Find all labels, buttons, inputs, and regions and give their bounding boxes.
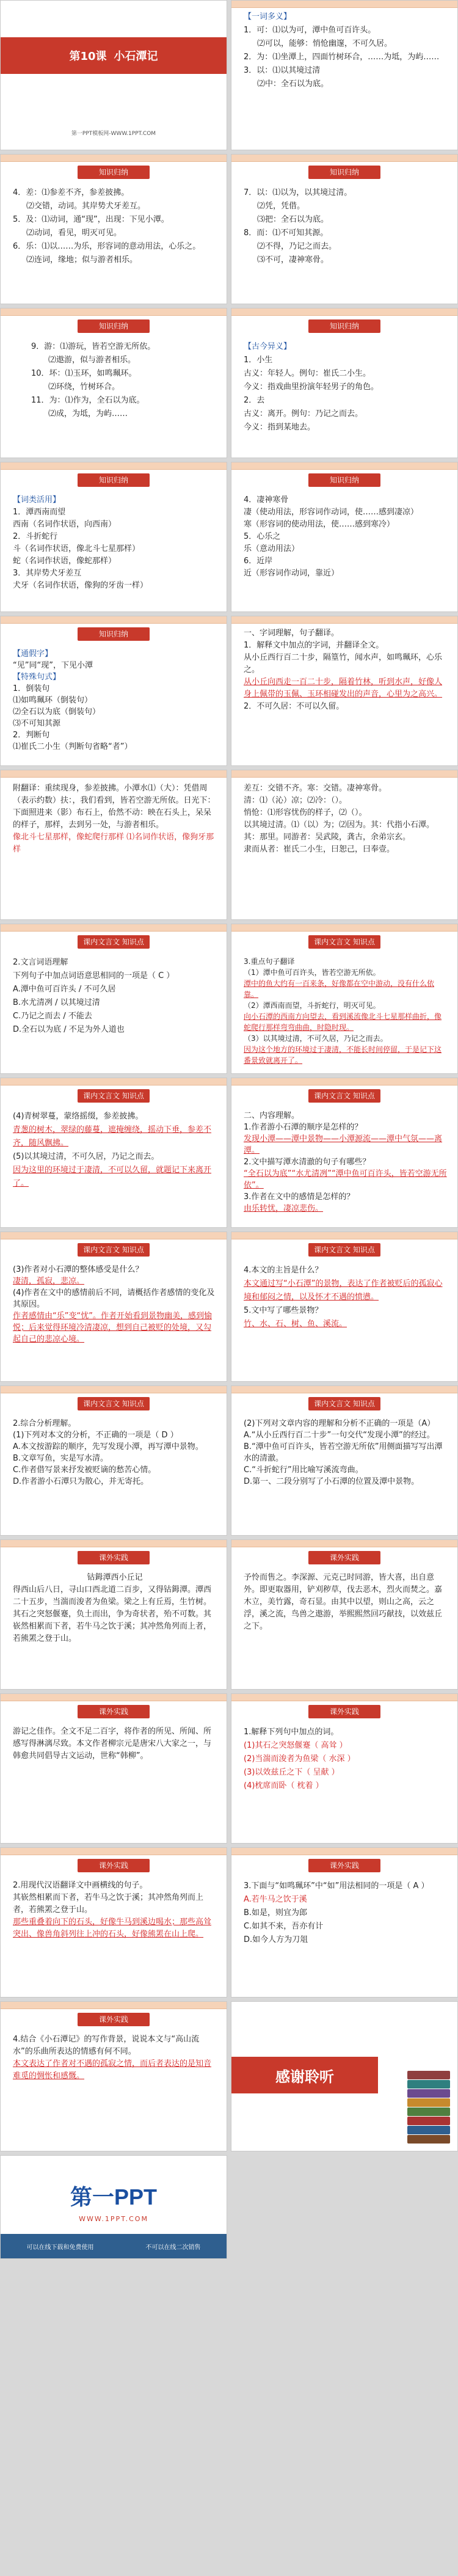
section-badge: 课外实践 <box>78 1705 150 1718</box>
slide-q3-feel <box>0 1231 227 1382</box>
option-b: B.文章写鱼，实是写水清。 <box>13 1454 109 1463</box>
text-line: 斗（名词作状语，像北斗七星那样） <box>13 544 140 553</box>
yici-body <box>231 8 457 97</box>
answer-text: 那些重叠着向下的石头，好像牛马到溪边喝水；那些高耸突出、像兽角斜列往上冲的石头，好像熊罴在山上爬。 <box>13 1917 212 1939</box>
section-title: 一、字词理解，句子翻译。 <box>244 629 340 638</box>
slide-body <box>1 778 227 862</box>
text-line: 二、内容理解。 <box>244 1111 300 1120</box>
text-line: 3.重点句子翻译 <box>244 957 295 966</box>
slide-body <box>231 492 457 586</box>
slide-q4 <box>0 1078 227 1228</box>
section-badge: 课内文言文 知识点 <box>78 935 150 949</box>
thanks-text: 感谢聆听 <box>275 2068 334 2085</box>
text-line: 4．凄神寒骨 <box>244 495 289 505</box>
top-band <box>1 308 227 316</box>
section-badge: 知识归纳 <box>78 627 150 641</box>
option-a: A.潭中鱼可百许头 / 不可久居 <box>13 985 116 994</box>
footer-logo: 第一PPT <box>70 2184 157 2209</box>
slide-body <box>1 1877 227 1947</box>
answer-text: 作者感情由“乐”变“忧”。作者开始看到景物幽美，感到愉悦；后来觉得环境冷清凄凉，想到自己被贬的处境，又勾起自己的悲凉心境。 <box>13 1312 212 1344</box>
slide-review-3 <box>0 2001 227 2151</box>
slide-ci-left-2 <box>0 308 227 458</box>
section-badge: 课外实践 <box>78 1859 150 1872</box>
slide-thanks <box>231 2001 458 2151</box>
text-line: ⑵不得，乃记之而去。 <box>257 242 337 251</box>
option-d: D.全石以为底 / 不足为外人道也 <box>13 1025 125 1034</box>
answer-text: (4)枕席而卧（ 枕着 ） <box>244 1781 324 1790</box>
text-line: ⑵凭，凭借。 <box>257 202 305 211</box>
text-line: 3．其岸势犬牙差互 <box>13 569 82 578</box>
text-line: ⑴崔氏二小生（判断句省略“者”） <box>13 742 133 751</box>
section-badge: 课外实践 <box>308 1705 380 1718</box>
answer-text: 向小石潭的西南方向望去，看到溪流像北斗七星那样曲折，像蛇爬行那样弯弯曲曲，时隐时现。 <box>244 1012 442 1032</box>
top-band <box>231 1694 457 1701</box>
section-badge: 课内文言文 知识点 <box>308 1397 380 1410</box>
top-band <box>231 616 457 624</box>
reading-text: 得西山后八日，寻山口西北道二百步，又得钴鉧潭。潭西二十五步，当湍而浚者为鱼梁。梁之上有丘焉，生竹树。其石之突怒偃蹇，负土而出，争为奇状者，殆不可数。其嵚然相累而下者，若牛马之饮于溪；其冲然角列而上者，若熊罴之登于山。 <box>13 1585 212 1643</box>
yici-item: ⑵可以，能够：悄怆幽邃，不可久居。 <box>257 39 393 48</box>
text-line: 以其境过清。⑴（以）为；⑵因为。其：代指小石潭。 <box>244 820 435 830</box>
question-text: 下列句子中加点词语意思相同的一项是（ C ） <box>13 971 175 980</box>
answer-text: “全石以为底”“水尤清冽”“潭中鱼可百许头，皆若空游无所依”。 <box>244 1169 447 1190</box>
answer-text: 潭中的鱼大约有一百来条，好像都在空中游动，没有什么依靠。 <box>244 979 435 999</box>
slide-review-1 <box>0 1693 227 1844</box>
top-band <box>231 1078 457 1085</box>
slide-body <box>231 624 457 719</box>
slide-tongjia <box>0 616 227 766</box>
text-line: 5．及：⑴动词，通“现”，出现：下见小潭。 <box>13 215 169 224</box>
text-line: 1．潭西南而望 <box>13 508 66 517</box>
top-band <box>1 155 227 162</box>
top-band <box>1 1232 227 1239</box>
slide-q2 <box>0 924 227 1074</box>
top-band <box>1 770 227 778</box>
top-band <box>231 1540 457 1547</box>
answer-text: 因为这个地方的环境过于凄清，不能长时间停留，于是记下这番景致就离开了。 <box>244 1045 442 1065</box>
text-line: ⑶把：全石以为底。 <box>257 215 329 224</box>
tongjia-heading: 【通假字】 <box>13 649 53 659</box>
section-badge: 课外实践 <box>308 1859 380 1872</box>
footer-left-note: 可以在线下载和免费使用 <box>26 2244 94 2251</box>
slide-reading <box>0 1539 227 1690</box>
answer-text: 凄清，孤寂，悲凉。 <box>13 1277 85 1286</box>
text-line: 10．坏：⑴玉环，如鸣珮环。 <box>31 369 137 378</box>
text-line: 5．心乐之 <box>244 532 281 541</box>
slide-body <box>1 1569 227 1651</box>
section-badge: 课内文言文 知识点 <box>308 1243 380 1257</box>
guyi-heading: 【古今异义】 <box>244 342 292 351</box>
text-line: 蛇（名词作状语，像蛇那样） <box>13 556 117 566</box>
slide-body <box>1 184 227 273</box>
slide-q4-right <box>231 1078 458 1228</box>
text-line: “见”同“现”，下见小潭 <box>13 661 93 670</box>
slide-section-one <box>231 616 458 766</box>
top-band <box>1 1540 227 1547</box>
text-line: (4)作者在文中的感情前后不同，请概括作者感情的变化及其原因。 <box>13 1288 215 1309</box>
text-line: 2．斗折蛇行 <box>13 532 58 541</box>
teshu-heading: 【特殊句式】 <box>13 673 61 682</box>
option-b: B.“潭中鱼可百许头，皆若空游无所依”用侧面描写写出潭水的清澈。 <box>244 1442 443 1463</box>
text-line: 2.文言词语理解 <box>13 958 68 967</box>
lesson-title: 小石潭记 <box>114 50 158 63</box>
answer-text: (1)其石之突怒偃蹇（ 高耸 ） <box>244 1741 347 1750</box>
yici-item: 1．可：⑴以为可，潭中鱼可百许头。 <box>244 26 376 35</box>
text-line: 1．解释文中加点的字词，并翻译全文。 <box>244 641 384 650</box>
top-band <box>1 924 227 932</box>
text-line: ⑶不可知其源 <box>13 719 61 728</box>
thanks-bar <box>231 2057 378 2093</box>
text-line: 2.综合分析理解。 <box>13 1419 76 1428</box>
option-d: D.如今人方为刀俎 <box>244 1935 308 1944</box>
answer-text: 由乐转忧，凄凉悲伤。 <box>244 1204 324 1213</box>
text-line: ⑵动词，看见，明灭可见。 <box>26 228 122 238</box>
text-line: 7．以：⑴以为，以其境过清。 <box>244 188 352 197</box>
text-line: 4．差：⑴参差不齐，参差披拂。 <box>13 188 129 197</box>
text-line: ⑵成，为坻，为屿…… <box>48 409 128 418</box>
slide-review-2-right <box>231 1847 458 1998</box>
top-band <box>1 1386 227 1393</box>
text-line: ⑶不可，凄神寒骨。 <box>257 255 329 265</box>
slide-body <box>1 492 227 598</box>
slide-review-2 <box>0 1847 227 1998</box>
brand-line: 第一PPT模板网-WWW.1PPT.COM <box>71 131 156 137</box>
option-a: A.若牛马之饮于溪 <box>244 1895 307 1904</box>
answer-text: 从小丘向西走一百二十步，隔着竹林，听到水声，好像人身上佩带的玉佩、玉环相碰发出的声音，心里为之高兴。 <box>244 677 443 699</box>
text-line: 乐（意动用法） <box>244 544 300 553</box>
answer-text: 像北斗七星那样，像蛇爬行那样 ⑴名词作状语，像狗牙那样 <box>13 833 214 854</box>
text-line: ⑵全石以为底（倒装句） <box>13 707 101 717</box>
slide-body <box>231 778 457 862</box>
text-line: 近（形容词作动词，靠近） <box>244 569 340 578</box>
text-line: 9．游：⑴游玩，皆若空游无所依。 <box>31 342 156 351</box>
slide-body <box>1 646 227 759</box>
text-line: 8．而：⑴不可知其源。 <box>244 228 329 238</box>
text-line: 2.文中描写潭水清澈的句子有哪些？ <box>244 1158 371 1167</box>
section-badge: 知识归纳 <box>78 166 150 179</box>
answer-text: (3)以效兹丘之下（ 呈献 ） <box>244 1768 340 1777</box>
lesson-number: 第10课 <box>69 50 107 63</box>
slide-body <box>1 1261 227 1351</box>
top-band <box>1 462 227 470</box>
option-a: A.“从小丘西行百二十步”一句交代“发现小潭”的经过。 <box>244 1431 435 1440</box>
section-badge: 课内文言文 知识点 <box>308 935 380 949</box>
option-d: D.第一、二段分别写了小石潭的位置及潭中景物。 <box>244 1477 420 1486</box>
text-line: 2．不可久居：不可以久留。 <box>244 702 344 711</box>
section-badge: 课内文言文 知识点 <box>78 1089 150 1103</box>
text-line: 5.文中写了哪些景物？ <box>244 1306 323 1315</box>
text-line: 差互：交错不齐。寒：交错。凄神寒骨。 <box>244 784 387 793</box>
cover-title-bar <box>1 37 227 74</box>
slide-body <box>1 2031 227 2089</box>
text-line: (3)作者对小石潭的整体感受是什么？ <box>13 1265 144 1274</box>
answer-text: (2)当湍而浚者为鱼梁（ 水深 ） <box>244 1754 355 1764</box>
slide-body <box>1 1415 227 1494</box>
text-line: 隶而从者：崔氏二小生，曰恕己，曰奉壹。 <box>244 845 395 854</box>
slide-body <box>231 1723 457 1799</box>
books-icon <box>407 2058 450 2144</box>
yici-item: ⑵中：全石以为底。 <box>257 79 329 89</box>
top-band <box>231 924 457 932</box>
text-line: ⑵连词，缘地；似与游者相乐。 <box>26 255 138 265</box>
text-line: 3.作者在文中的感情是怎样的？ <box>244 1192 355 1202</box>
top-band <box>231 1848 457 1855</box>
answer-text: 发现小潭——潭中景物——小潭源流——潭中气氛——离潭。 <box>244 1134 443 1155</box>
slide-q5-right <box>231 1385 458 1536</box>
top-band <box>231 1386 457 1393</box>
slide-fanyi <box>0 770 227 920</box>
section-badge: 课外实践 <box>78 1551 150 1564</box>
section-badge: 知识归纳 <box>308 319 380 333</box>
text-line: 6．乐：⑴以……为乐，形容词的意动用法，心乐之。 <box>13 242 201 251</box>
yici-heading: 【一词多义】 <box>244 12 292 21</box>
question-text: 1.解释下列句中加点的词。 <box>244 1728 339 1737</box>
top-band <box>1 1848 227 1855</box>
footer-notes <box>1 2234 227 2258</box>
yici-item: 2．为：⑴坐潭上，四面竹树环合，……为坻，为屿…… <box>244 53 440 62</box>
text-line: 6．近岸 <box>244 556 273 566</box>
section-badge: 课内文言文 知识点 <box>78 1243 150 1257</box>
slide-body <box>1 1107 227 1197</box>
question-text: (1)下列对本文的分析，不正确的一项是（ D ） <box>13 1431 178 1440</box>
option-c: C.乃记之而去 / 不能去 <box>13 1012 92 1021</box>
slide-guyi <box>231 308 458 458</box>
option-c: C.如其不来，吾亦有计 <box>244 1922 324 1931</box>
option-b: B.如是，则宜为郎 <box>244 1908 308 1917</box>
text-line: 悄怆：⑴形容忧伤的样子，⑵（）。 <box>244 808 367 817</box>
slide-body <box>231 184 457 273</box>
section-badge: 知识归纳 <box>78 473 150 487</box>
section-badge: 课内文言文 知识点 <box>78 1397 150 1410</box>
cilei-heading: 【词类活用】 <box>13 495 61 505</box>
text-line: 今义：指到某地去。 <box>244 423 316 432</box>
top-band <box>231 155 457 162</box>
text-line: ⑴如鸣珮环（倒装句） <box>13 696 93 705</box>
top-band <box>231 308 457 316</box>
slide-q3 <box>231 924 458 1074</box>
text-line: 寒（形容词的使动用法，使……感到寒冷） <box>244 520 395 529</box>
slide-fanyi-right <box>231 770 458 920</box>
reading-text: 予怜而售之。李深源、元克己时同游，皆大喜，出自意外。即更取器用，铲刈秽草，伐去恶木，烈火而焚之。嘉木立，美竹露，奇石显。由其中以望，则山之高，云之浮，溪之流，鸟兽之遨游，举熙熙然回巧献技，以效兹丘之下。 <box>244 1573 443 1631</box>
section-badge: 知识归纳 <box>78 319 150 333</box>
answer-text: 本文表达了作者对不遇的孤寂之情，而后者表达的是知音难觅的惆怅和感慨。 <box>13 2059 212 2081</box>
text-line: 1.作者游小石潭的顺序是怎样的？ <box>244 1123 363 1132</box>
text-line: (4)青树翠蔓，蒙络摇缀，参差披拂。 <box>13 1112 144 1121</box>
option-c: C.“斗折蛇行”用比喻写溪流弯曲。 <box>244 1465 363 1475</box>
slide-body <box>231 1261 457 1337</box>
top-band <box>1 616 227 624</box>
slide-ci-left <box>0 154 227 304</box>
reading-title: 钴鉧潭西小丘记 <box>87 1573 143 1582</box>
text-line: 11．为：⑴作为，全石以为底。 <box>31 396 145 405</box>
cover-slide <box>0 0 227 150</box>
text-line: 犬牙（名词作状语，像狗的牙齿一样） <box>13 581 148 590</box>
answer-text: 竹、水、石、树、鱼、溪流。 <box>244 1319 347 1329</box>
yici-item: 3．以：⑴以其境过清 <box>244 66 321 75</box>
footer-url: WWW.1PPT.COM <box>79 2215 148 2223</box>
slide-body <box>231 1877 457 1953</box>
text-line: 游记之佳作。全文不足二百字，将作者的所见、所闻、所感写得淋漓尽致。本文作者柳宗元是唐宋八大家之一，与韩愈共同倡导古文运动，世称“韩柳”。 <box>13 1727 212 1761</box>
slide-body <box>231 1415 457 1494</box>
slide-reading-right <box>231 1539 458 1690</box>
text-line: 今义：指戏曲里扮演年轻男子的角色。 <box>244 382 379 392</box>
slide-cilei-right <box>231 462 458 612</box>
question-text: (2)下列对文章内容的理解和分析不正确的一项是（A） <box>244 1419 435 1428</box>
slide-body <box>231 338 457 440</box>
slide-body <box>1 338 227 427</box>
text-line: （3）以其境过清，不可久居，乃记之而去。 <box>244 1034 388 1043</box>
text-line: 1．小生 <box>244 356 273 365</box>
top-band <box>1 1694 227 1701</box>
text-line: 其嵚然相累而下者，若牛马之饮于溪；其冲然角列而上者，若熊罴之登于山。 <box>13 1893 204 1914</box>
footer-area <box>0 2155 458 2576</box>
question-text: 2.用现代汉语翻译文中画横线的句子。 <box>13 1881 148 1890</box>
slide-ci-right <box>231 154 458 304</box>
footer-right-note: 不可以在线二次销售 <box>145 2244 201 2251</box>
section-badge: 课内文言文 知识点 <box>308 1089 380 1103</box>
section-badge: 知识归纳 <box>308 166 380 179</box>
top-band <box>231 1 457 8</box>
text-line: 2．判断句 <box>13 731 50 740</box>
top-band <box>1 1078 227 1085</box>
option-b: B.水尤清冽 / 以其境过清 <box>13 998 100 1007</box>
text-line: 1．倒装句 <box>13 684 50 693</box>
text-line: 2．去 <box>244 396 265 405</box>
slide-body <box>1 954 227 1043</box>
text-line: 古义：年轻人。例句：崔氏二小生。 <box>244 369 371 378</box>
text-line: 从小丘西行百二十步，隔篁竹，闻水声，如鸣珮环，心乐之。 <box>244 653 443 674</box>
answer-text: 本文通过写“小石潭”的景物，表达了作者被贬后的孤寂心境和郁闷之情，以及怀才不遇的愤懑。 <box>244 1279 443 1302</box>
question-text: 3.下面与“如鸣珮环”中“如”用法相同的一项是（ A ） <box>244 1881 429 1891</box>
top-band <box>231 462 457 470</box>
slide-body <box>1 1723 227 1768</box>
section-badge: 知识归纳 <box>308 473 380 487</box>
slide-q5 <box>0 1385 227 1536</box>
slide-yici <box>231 0 458 150</box>
option-a: A.本文按游踪的顺序，先写发现小潭，再写潭中景物。 <box>13 1442 203 1451</box>
slide-body <box>231 1107 457 1220</box>
top-band <box>1 2002 227 2009</box>
text-line: ⑵遨游，似与游者相乐。 <box>48 356 136 365</box>
text-line: 凄（使动用法，形容词作动词，使……感到凄凉） <box>244 508 419 517</box>
text-line: 4.本文的主旨是什么？ <box>244 1266 323 1275</box>
slide-review-1-right <box>231 1693 458 1844</box>
question-text: 4.结合《小石潭记》的写作背景，说说本文与“高山流水”的乐曲所表达的情感有何不同。 <box>13 2035 200 2056</box>
option-c: C.作者借写景来抒发被贬谪的愁苦心情。 <box>13 1465 156 1475</box>
text-line: （2）潭西南而望，斗折蛇行，明灭可见。 <box>244 1001 380 1010</box>
text-line: 其：那里。同游者：吴武陵，龚古，余弟宗玄。 <box>244 833 411 842</box>
answer-text: 青葱的树木，翠绿的藤蔓，遮掩缠绕，摇动下垂，参差不齐，随风飘拂。 <box>13 1125 212 1148</box>
text-line: 清：⑴（沁）凉；⑵冷：（）。 <box>244 796 347 805</box>
slide-body <box>231 954 457 1072</box>
section-badge: 课外实践 <box>308 1551 380 1564</box>
text-line: 附翻译：重续现身，参差披拂。小潭水⑴（大）：凭借周（表示约数）扶：，我们看到，皆若空游无所依。日光下：下面照进来（影）布石上，佁然不动：映在石头上，呆呆的样子，那样，去到另一处，与游者相乐。 <box>13 784 216 830</box>
slide-cilei <box>0 462 227 612</box>
top-band <box>231 1232 457 1239</box>
section-badge: 课外实践 <box>78 2013 150 2026</box>
text-line: 古义：离开。例句：乃记之而去。 <box>244 409 363 418</box>
text-line: 西南（名词作状语，向西南） <box>13 520 117 529</box>
answer-text: 因为这里的环境过于凄清，不可以久留，就题记下来离开了。 <box>13 1166 212 1188</box>
slide-q3-right <box>231 1231 458 1382</box>
text-line: （1）潭中鱼可百许头，皆若空游无所依。 <box>244 968 380 977</box>
option-d: D.作者游小石潭只为散心，并无寄托。 <box>13 1477 149 1486</box>
text-line: ⑵交错，动词。其岸势犬牙差互。 <box>26 202 146 211</box>
text-line: ⑵环绕，竹树环合。 <box>48 382 120 392</box>
slide-body <box>231 1569 457 1639</box>
footer-logo-card <box>0 2155 227 2259</box>
text-line: (5)以其境过清，不可久居，乃记之而去。 <box>13 1152 159 1161</box>
top-band <box>231 770 457 778</box>
